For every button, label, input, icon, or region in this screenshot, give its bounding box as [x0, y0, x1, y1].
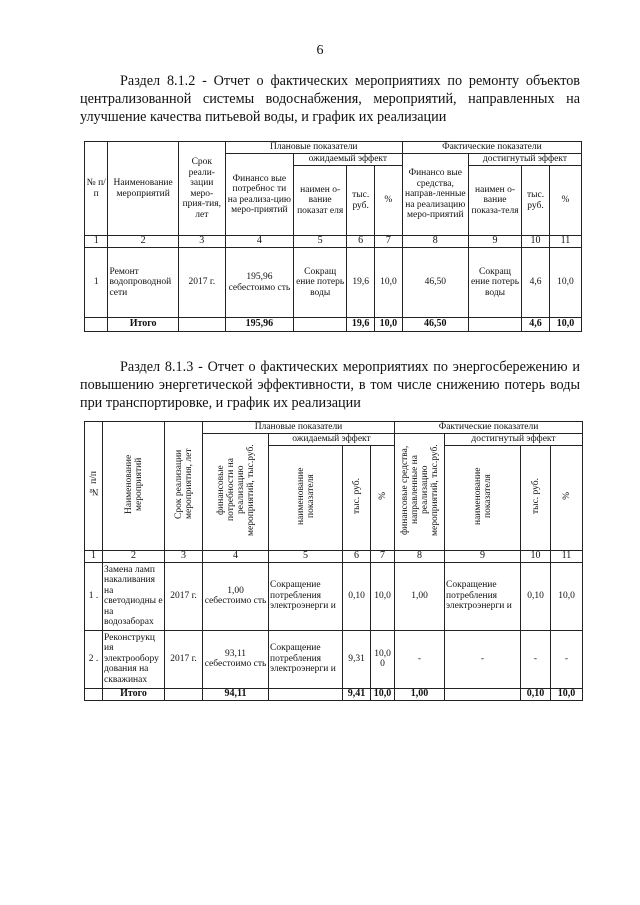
cell-pct: 10,0	[371, 562, 395, 630]
col-header-achieved: достигнутый эффект	[468, 154, 581, 166]
cell-num: 1 .	[85, 562, 103, 630]
total-pct2: 10,0	[551, 688, 583, 700]
cell-rub: 19,6	[347, 248, 375, 318]
col-header-pct2: %	[549, 166, 581, 236]
col-number: 4	[225, 236, 293, 248]
total-rub: 9,41	[343, 688, 371, 700]
col-number: 10	[521, 550, 551, 562]
cell-name: Ремонт водопроводной сети	[108, 248, 178, 318]
cell-indicator: Сокращение потребления электроэнерги и	[269, 630, 343, 688]
col-header-num: № п/ п	[85, 142, 108, 236]
cell-term: 2017 г.	[165, 562, 203, 630]
col-header-achieved: достигнутый эффект	[445, 434, 583, 446]
col-header-fin-need: Финансо вые потребнос ти на реализа-цию меро-приятий	[225, 154, 293, 236]
col-header-indicator2: наимен о-вание показа-теля	[468, 166, 521, 236]
col-number: 5	[294, 236, 347, 248]
cell-indicator2: Сокращ ение потерь воды	[468, 248, 521, 318]
cell-pct: 10,0	[375, 248, 403, 318]
col-header-expected: ожидаемый эффект	[294, 154, 403, 166]
table-row	[85, 248, 582, 318]
total-fin-actual: 46,50	[402, 318, 468, 332]
col-header-fin-actual: финансовые средства, направленные на реализацию мероприятий, тыс.руб.	[395, 434, 445, 551]
total-fin-actual: 1,00	[395, 688, 445, 700]
cell-indicator2: Сокращение потребления электроэнерги и	[445, 562, 521, 630]
page-number: 6	[316, 43, 324, 58]
cell-rub2: 0,10	[521, 562, 551, 630]
col-number: 2	[108, 236, 178, 248]
col-header-pct2: %	[551, 446, 583, 551]
col-number: 9	[445, 550, 521, 562]
col-number: 5	[269, 550, 343, 562]
col-header-fin-need: финансовые потребности на реализацию мероприятий, тыс.руб.	[203, 434, 269, 551]
total-pct: 10,0	[375, 318, 403, 332]
cell-fin: 195,96 себестоимо сть	[225, 248, 293, 318]
table-row	[85, 630, 583, 688]
heading-text: Раздел 8.1.3 - Отчет о фактических мероприятиях по энергосбережению и повышению энергетической эффективности, в том числе снижению потерь воды при транспортировке, и график их реализации	[80, 359, 580, 411]
total-row	[85, 318, 582, 332]
col-number: 1	[85, 550, 103, 562]
col-number: 4	[203, 550, 269, 562]
cell-term: 2017 г.	[165, 630, 203, 688]
cell-num: 1	[85, 248, 108, 318]
cell-fin-actual: 1,00	[395, 562, 445, 630]
col-number: 2	[103, 550, 165, 562]
total-rub: 19,6	[347, 318, 375, 332]
col-number: 7	[371, 550, 395, 562]
cell-pct2: 10,0	[549, 248, 581, 318]
cell-indicator: Сокращение потребления электроэнерги и	[269, 562, 343, 630]
cell-rub: 9,31	[343, 630, 371, 688]
table-8-1-2	[84, 141, 582, 332]
cell-name: Реконструкц ия электрообору дования на скважинах	[103, 630, 165, 688]
col-number: 3	[178, 236, 225, 248]
col-header-name: Наименование мероприятий	[108, 142, 178, 236]
table-row	[85, 562, 583, 630]
total-label: Итого	[103, 688, 165, 700]
col-number: 7	[375, 236, 403, 248]
col-header-actual: Фактические показатели	[402, 142, 581, 154]
cell-pct: 10,0 0	[371, 630, 395, 688]
cell-fin: 1,00 себестоимо сть	[203, 562, 269, 630]
col-number: 11	[549, 236, 581, 248]
total-rub2: 0,10	[521, 688, 551, 700]
cell-name: Замена ламп накаливания на светодиодны е на водозаборах	[103, 562, 165, 630]
total-fin: 195,96	[225, 318, 293, 332]
col-number: 9	[468, 236, 521, 248]
col-header-rub2: тыс. руб.	[522, 166, 550, 236]
col-header-term: Срок реали-зации меро-прия-тия, лет	[178, 142, 225, 236]
cell-indicator: Сокращ ение потерь воды	[294, 248, 347, 318]
col-header-rub: тыс. руб.	[347, 166, 375, 236]
col-header-planned: Плановые показатели	[225, 142, 402, 154]
total-label: Итого	[108, 318, 178, 332]
col-header-indicator: наимен о-вание показат еля	[294, 166, 347, 236]
col-header-term: Срок реализации мероприятия, лет	[165, 422, 203, 551]
col-header-num: № п/п	[85, 422, 103, 551]
cell-pct2: 10,0	[551, 562, 583, 630]
total-row	[85, 688, 583, 700]
col-header-pct: %	[371, 446, 395, 551]
col-header-actual: Фактические показатели	[395, 422, 583, 434]
cell-indicator2: -	[445, 630, 521, 688]
col-number: 8	[395, 550, 445, 562]
col-number: 6	[347, 236, 375, 248]
cell-fin-actual: 46,50	[402, 248, 468, 318]
cell-term: 2017 г.	[178, 248, 225, 318]
col-header-indicator2: наименование показателя	[445, 446, 521, 551]
cell-rub2: 4,6	[522, 248, 550, 318]
total-fin: 94,11	[203, 688, 269, 700]
cell-fin-actual: -	[395, 630, 445, 688]
col-header-planned: Плановые показатели	[203, 422, 395, 434]
total-rub2: 4,6	[522, 318, 550, 332]
section-8-1-2-heading	[80, 72, 580, 126]
col-number: 3	[165, 550, 203, 562]
cell-pct2: -	[551, 630, 583, 688]
col-header-pct: %	[375, 166, 403, 236]
col-number: 8	[402, 236, 468, 248]
col-number: 10	[522, 236, 550, 248]
col-header-expected: ожидаемый эффект	[269, 434, 395, 446]
col-number: 11	[551, 550, 583, 562]
cell-fin: 93,11 себестоимо сть	[203, 630, 269, 688]
col-number: 1	[85, 236, 108, 248]
total-pct2: 10,0	[549, 318, 581, 332]
cell-rub2: -	[521, 630, 551, 688]
total-pct: 10,0	[371, 688, 395, 700]
col-header-indicator: наименование показателя	[269, 446, 343, 551]
section-8-1-3-heading	[80, 358, 580, 412]
col-number: 6	[343, 550, 371, 562]
col-header-rub2: тыс. руб.	[521, 446, 551, 551]
col-header-name: Наименование мероприятий	[103, 422, 165, 551]
cell-rub: 0,10	[343, 562, 371, 630]
heading-text: Раздел 8.1.2 - Отчет о фактических мероприятиях по ремонту объектов централизованной системы водоснабжения, мероприятий, направленных на улучшение качества питьевой воды, и график их реализации	[80, 73, 580, 125]
col-header-fin-actual: Финансо вые средства, направ-ленные на реализацию меро-приятий	[402, 154, 468, 236]
cell-num: 2 .	[85, 630, 103, 688]
col-header-rub: тыс. руб.	[343, 446, 371, 551]
table-8-1-3	[84, 421, 583, 701]
